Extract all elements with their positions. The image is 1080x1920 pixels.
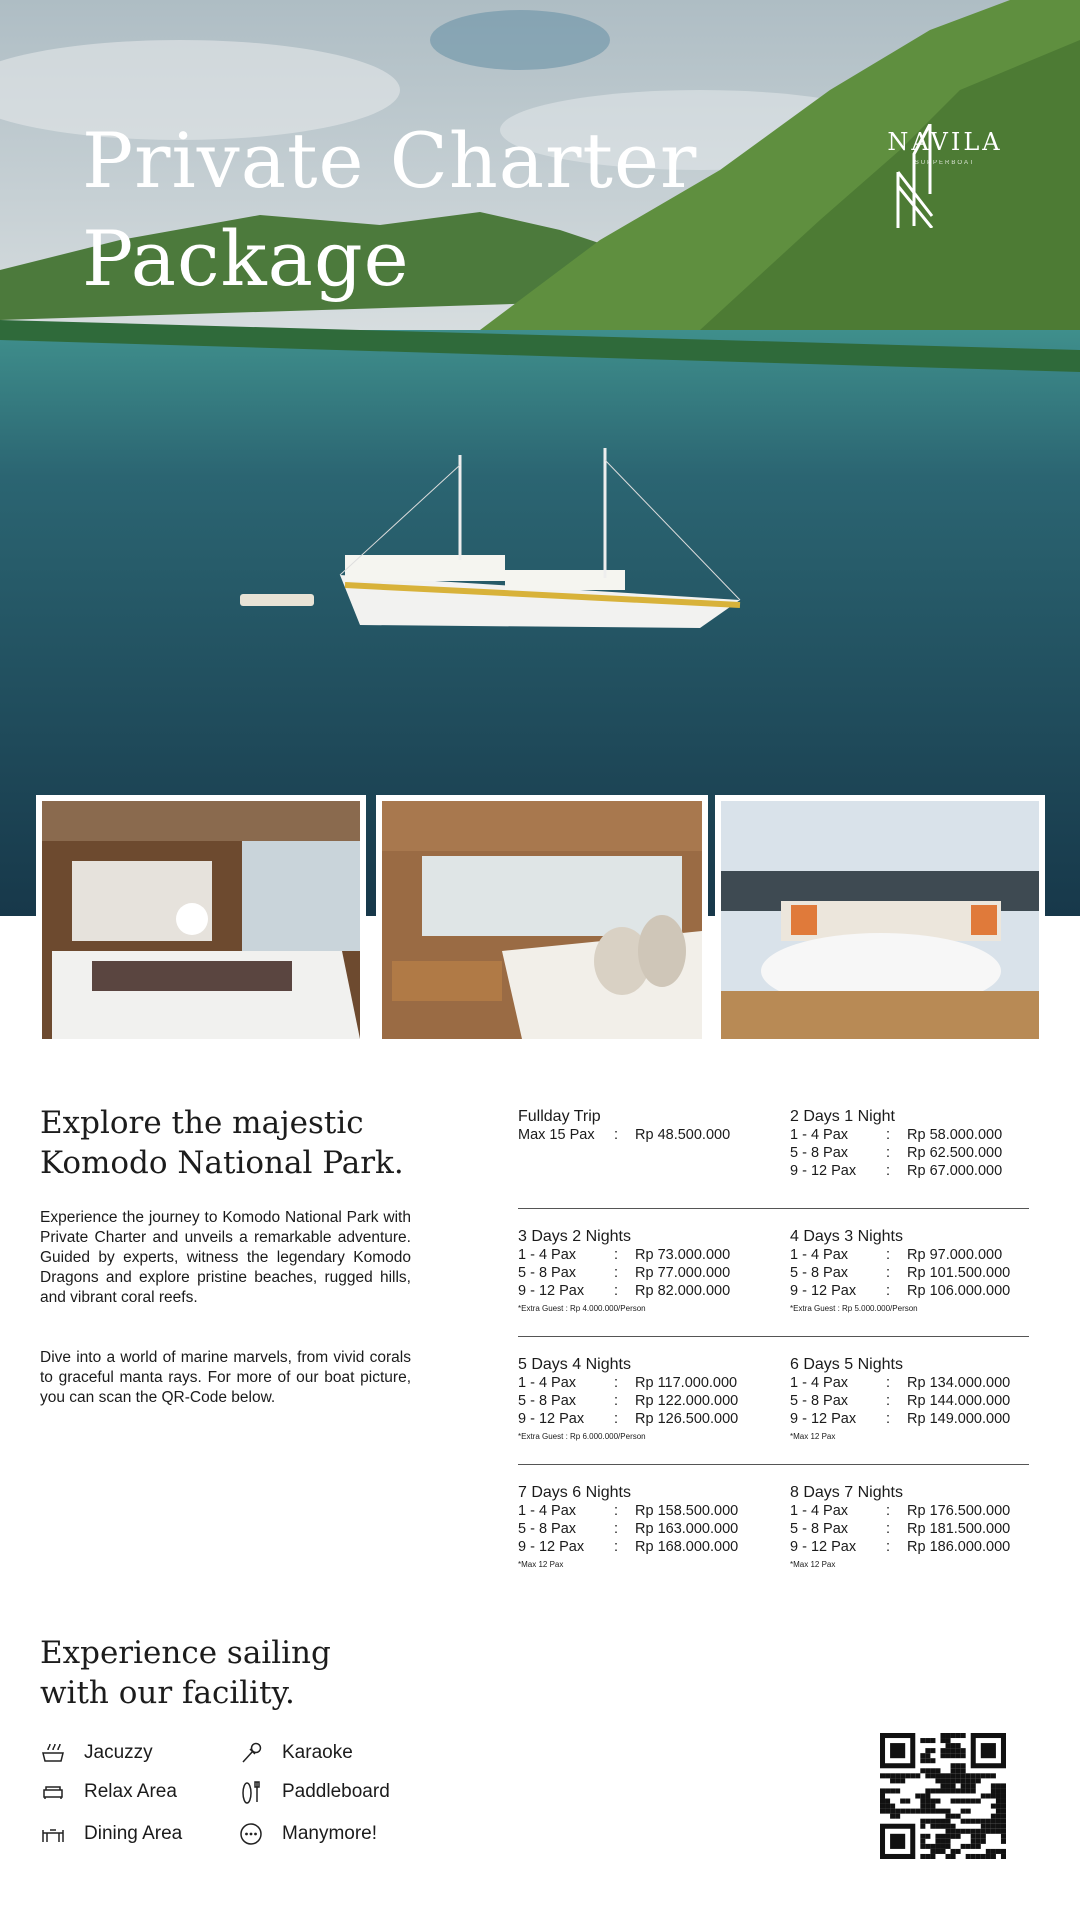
rate-pax: 9 - 12 Pax [790,1163,857,1179]
rate-separator: : [614,1411,619,1427]
rate-price: Rp 77.000.000 [635,1265,731,1281]
package-name: 4 Days 3 Nights [790,1228,903,1245]
rate-separator: : [886,1411,891,1427]
rate-price: Rp 163.000.000 [635,1521,739,1537]
facility-label: Jacuzzy [84,1742,153,1763]
package-name: 2 Days 1 Night [790,1108,895,1125]
package-name: 8 Days 7 Nights [790,1484,903,1501]
package-card [518,1356,768,1442]
intro-paragraph-2: Dive into a world of marine marvels, from vivid corals to graceful manta rays. For more of our boat picture, you can scan the QR-Code below. [40,1349,411,1406]
rate-row [518,1282,768,1300]
rate-pax: 1 - 4 Pax [790,1127,849,1143]
facility-item-dining-area [40,1821,182,1847]
package-card [790,1108,1040,1180]
package-note: *Max 12 Pax [790,1560,836,1569]
package-note: *Extra Guest : Rp 4.000.000/Person [518,1304,646,1313]
rate-row [790,1392,1040,1410]
rate-pax: Max 15 Pax [518,1127,595,1143]
page-title [82,112,697,308]
navila-logo-icon [880,124,950,228]
microphone-icon [238,1740,264,1766]
brand-logo [880,124,1010,166]
facility-label: Relax Area [84,1781,177,1802]
rate-separator: : [886,1539,891,1555]
title-line-2: Package [82,214,410,303]
rate-price: Rp 181.500.000 [907,1521,1011,1537]
rate-price: Rp 144.000.000 [907,1393,1011,1409]
qr-code-icon[interactable] [880,1733,1006,1859]
rate-price: Rp 149.000.000 [907,1411,1011,1427]
facility-item-jacuzzi [40,1740,153,1766]
rate-price: Rp 58.000.000 [907,1127,1003,1143]
facility-label: Karaoke [282,1742,353,1763]
rate-separator: : [886,1521,891,1537]
brand-tagline: SUPPERBOAT [914,160,976,166]
rate-row [518,1264,768,1282]
rate-price: Rp 176.500.000 [907,1503,1011,1519]
package-card [790,1356,1040,1442]
sofa-icon [40,1779,66,1805]
rate-price: Rp 106.000.000 [907,1283,1011,1299]
facility-label: Dining Area [84,1823,183,1844]
brand-name: NAVILA [887,128,1003,156]
rate-separator: : [886,1163,891,1179]
rate-row [790,1502,1040,1520]
rate-row [790,1264,1040,1282]
rate-separator: : [886,1265,891,1281]
rate-price: Rp 67.000.000 [907,1163,1003,1179]
rate-pax: 5 - 8 Pax [790,1265,849,1281]
rate-pax: 5 - 8 Pax [790,1393,849,1409]
rate-row [790,1162,1040,1180]
rate-row [790,1282,1040,1300]
rate-separator: : [886,1393,891,1409]
rate-row [790,1538,1040,1556]
intro-heading: Explore the majestic Komodo National Park. [40,1105,404,1181]
jacuzzi-icon [40,1740,66,1766]
package-note: *Max 12 Pax [518,1560,564,1569]
rate-row [518,1126,768,1144]
rate-row [790,1246,1040,1264]
rate-pax: 9 - 12 Pax [790,1539,857,1555]
rate-price: Rp 82.000.000 [635,1283,731,1299]
rate-separator: : [886,1283,891,1299]
package-card [518,1108,768,1144]
rate-pax: 9 - 12 Pax [790,1411,857,1427]
rate-pax: 1 - 4 Pax [790,1375,849,1391]
rate-row [790,1374,1040,1392]
rate-separator: : [886,1375,891,1391]
package-name: 3 Days 2 Nights [518,1228,631,1245]
rate-separator: : [614,1503,619,1519]
rate-pax: 9 - 12 Pax [790,1283,857,1299]
facility-item-manymore [238,1821,377,1847]
rate-pax: 1 - 4 Pax [790,1503,849,1519]
rate-pax: 1 - 4 Pax [518,1247,577,1263]
rate-price: Rp 186.000.000 [907,1539,1011,1555]
rate-separator: : [614,1375,619,1391]
intro-paragraph-1: Experience the journey to Komodo National Park with Private Charter and unveils a remarkable adventure. Guided by experts, witness the legendary Komodo Dragons and explore pristine beaches, rugged hills, and vibrant coral reefs. [40,1209,411,1306]
rate-pax: 1 - 4 Pax [518,1375,577,1391]
rate-pax: 1 - 4 Pax [518,1503,577,1519]
package-card [790,1484,1040,1570]
pricing-divider [518,1336,1029,1337]
rate-pax: 5 - 8 Pax [518,1393,577,1409]
package-name: Fullday Trip [518,1108,601,1125]
rate-price: Rp 134.000.000 [907,1375,1011,1391]
photo-lounge [376,795,708,1045]
package-note: *Extra Guest : Rp 5.000.000/Person [790,1304,918,1313]
rate-pax: 9 - 12 Pax [518,1539,585,1555]
package-note: *Max 12 Pax [790,1432,836,1441]
facility-label: Paddleboard [282,1781,390,1802]
rate-separator: : [614,1283,619,1299]
rate-price: Rp 168.000.000 [635,1539,739,1555]
facility-item-relax-area [40,1779,177,1805]
facilities-heading: Experience sailing with our facility. [40,1635,331,1711]
pricing-divider [518,1208,1029,1209]
rate-price: Rp 73.000.000 [635,1247,731,1263]
rate-pax: 9 - 12 Pax [518,1411,585,1427]
rate-price: Rp 48.500.000 [635,1127,731,1143]
package-note: *Extra Guest : Rp 6.000.000/Person [518,1432,646,1441]
rate-pax: 5 - 8 Pax [790,1145,849,1161]
rate-price: Rp 117.000.000 [635,1375,738,1391]
package-card [518,1484,768,1570]
rate-separator: : [614,1127,619,1143]
rate-row [518,1538,768,1556]
rate-row [518,1374,768,1392]
package-card [790,1228,1040,1314]
pricing-divider [518,1464,1029,1465]
rate-separator: : [886,1127,891,1143]
rate-pax: 1 - 4 Pax [790,1247,849,1263]
photo-jacuzzi [715,795,1045,1045]
rate-pax: 5 - 8 Pax [790,1521,849,1537]
rate-row [790,1144,1040,1162]
rate-price: Rp 122.000.000 [635,1393,739,1409]
rate-price: Rp 158.500.000 [635,1503,739,1519]
package-card [518,1228,768,1314]
rate-row [518,1246,768,1264]
rate-pax: 9 - 12 Pax [518,1283,585,1299]
package-name: 5 Days 4 Nights [518,1356,631,1373]
dining-table-icon [40,1821,66,1847]
rate-row [790,1126,1040,1144]
facility-item-paddleboard [238,1779,390,1805]
rate-separator: : [614,1247,619,1263]
rate-row [518,1410,768,1428]
rate-row [518,1392,768,1410]
rate-price: Rp 62.500.000 [907,1145,1003,1161]
more-dots-icon [238,1821,264,1847]
rate-row [518,1520,768,1538]
rate-separator: : [614,1539,619,1555]
rate-separator: : [614,1521,619,1537]
hero-banner [0,0,1080,916]
facility-item-karaoke [238,1740,353,1766]
rate-separator: : [886,1247,891,1263]
facility-label: Manymore! [282,1823,378,1844]
rate-separator: : [614,1393,619,1409]
title-line-1: Private Charter [82,116,698,205]
photo-cabin [36,795,366,1045]
rate-pax: 5 - 8 Pax [518,1265,577,1281]
rate-separator: : [886,1503,891,1519]
rate-separator: : [886,1145,891,1161]
rate-row [518,1502,768,1520]
rate-separator: : [614,1265,619,1281]
rate-price: Rp 97.000.000 [907,1247,1003,1263]
rate-row [790,1410,1040,1428]
rate-price: Rp 101.500.000 [907,1265,1011,1281]
package-name: 6 Days 5 Nights [790,1356,903,1373]
paddleboard-icon [238,1779,264,1805]
rate-pax: 5 - 8 Pax [518,1521,577,1537]
rate-row [790,1520,1040,1538]
package-name: 7 Days 6 Nights [518,1484,631,1501]
rate-price: Rp 126.500.000 [635,1411,739,1427]
